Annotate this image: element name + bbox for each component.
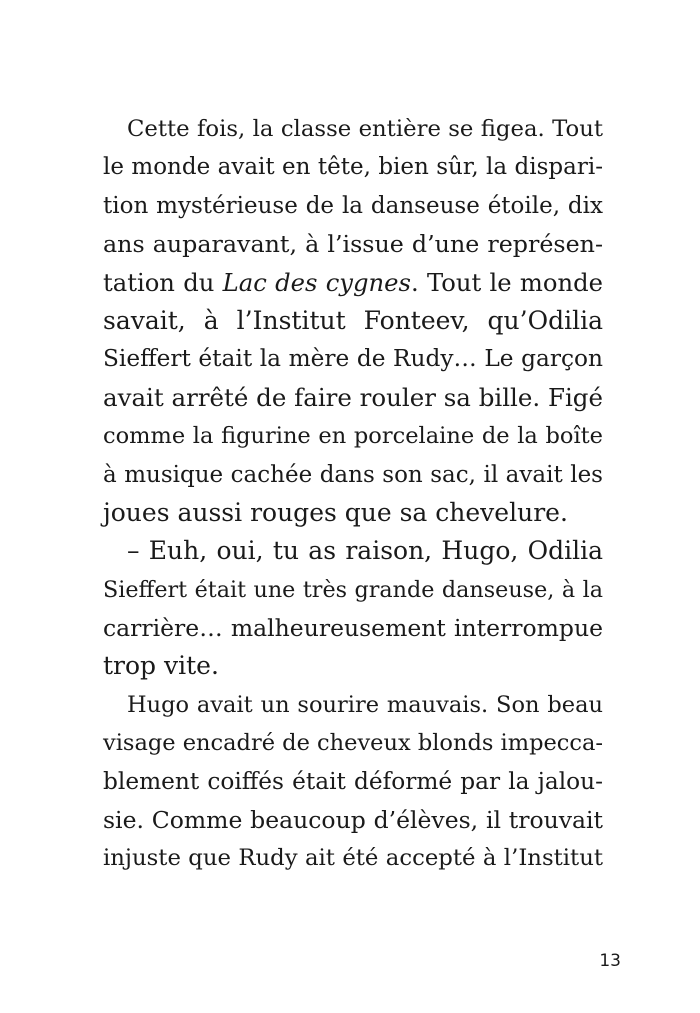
text-line: à musique cachée dans son sac, il avait les: [103, 461, 603, 488]
text-line: visage encadré de cheveux blonds impecca-: [103, 730, 604, 757]
body-text: [103, 110, 603, 878]
paragraph-3: [103, 686, 603, 878]
text-line: Cette fois, la classe entière se figea. Tout: [127, 116, 603, 142]
text-segment: . Tout le monde: [410, 267, 603, 297]
text-segment: tation du: [103, 267, 223, 297]
text-line: Sieffert était une très grande danseuse, à la: [103, 576, 603, 603]
text-line: blement coiffés était déformé par la jalou-: [103, 767, 603, 795]
text-line: trop vite.: [103, 651, 219, 681]
text-line: Hugo avait un sourire mauvais. Son beau: [127, 691, 603, 718]
text-line: le monde avait en tête, bien sûr, la dispari-: [103, 154, 603, 181]
book-title-italic: Lac des cygnes: [222, 267, 411, 297]
page-number: 13: [599, 951, 621, 971]
text-line: ans auparavant, à l’issue d’une représen-: [103, 230, 603, 259]
text-line: savait, à l’Institut Fonteev, qu’Odilia: [103, 305, 603, 335]
text-line: – Euh, oui, tu as raison, Hugo, Odilia: [127, 536, 603, 566]
text-line: tion mystérieuse de la danseuse étoile, dix: [103, 192, 603, 219]
text-line: carrière… malheureusement interrompue: [103, 614, 603, 643]
text-line: [103, 264, 603, 302]
text-line: injuste que Rudy ait été accepté à l’Institut: [103, 845, 603, 872]
text-line: avait arrêté de faire rouler sa bille. Figé: [103, 382, 603, 412]
paragraph-1: [103, 110, 603, 532]
text-line: comme la figurine en porcelaine de la boîte: [103, 423, 603, 450]
paragraph-2-dialogue: [103, 532, 603, 686]
text-line: Sieffert était la mère de Rudy… Le garçon: [103, 345, 603, 373]
text-line: sie. Comme beaucoup d’élèves, il trouvait: [103, 806, 603, 835]
text-line: joues aussi rouges que sa chevelure.: [103, 497, 568, 527]
